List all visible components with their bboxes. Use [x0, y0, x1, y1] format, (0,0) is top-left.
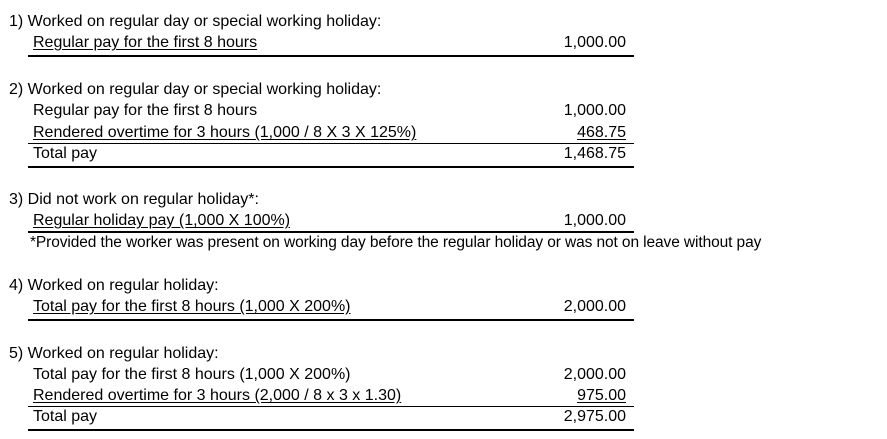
section-5-total-value: 2,975.00 — [563, 408, 626, 425]
section-3-heading: 3) Did not work on regular holiday*: — [9, 191, 259, 208]
section-2-total-label: Total pay — [33, 145, 98, 162]
section-2-rule-top — [28, 143, 634, 144]
section-1-row-1-label: Regular pay for the first 8 hours — [33, 34, 258, 51]
section-5-rule-top — [28, 406, 634, 407]
section-2-heading: 2) Worked on regular day or special working holiday: — [9, 81, 382, 98]
section-5-row-1-label: Total pay for the first 8 hours (1,000 X 200%) — [33, 366, 351, 383]
section-4-rule — [28, 319, 634, 321]
section-3-row-1-label: Regular holiday pay (1,000 X 100%) — [33, 212, 291, 229]
section-2-row-2-value: 468.75 — [577, 124, 626, 141]
section-4-row-1-value: 2,000.00 — [563, 298, 626, 315]
section-4-heading: 4) Worked on regular holiday: — [9, 277, 219, 294]
section-1-rule — [28, 55, 634, 57]
section-2-total-value: 1,468.75 — [563, 145, 626, 162]
section-2-rule-bottom — [28, 166, 634, 168]
section-1-row-1-value: 1,000.00 — [563, 34, 626, 51]
section-5-row-2-value: 975.00 — [577, 387, 626, 404]
section-5-rule-bottom — [28, 429, 634, 431]
section-3-rule — [28, 231, 634, 233]
section-5-heading: 5) Worked on regular holiday: — [9, 345, 219, 362]
section-2-row-1-value: 1,000.00 — [563, 102, 626, 119]
section-1-heading: 1) Worked on regular day or special working holiday: — [9, 13, 382, 30]
section-2-row-2-label: Rendered overtime for 3 hours (1,000 / 8 X 3 X 125%) — [33, 124, 417, 141]
section-5-row-2-label: Rendered overtime for 3 hours (2,000 / 8 x 3 x 1.30) — [33, 387, 402, 404]
section-3-row-1-value: 1,000.00 — [563, 212, 626, 229]
section-5-row-1-value: 2,000.00 — [563, 366, 626, 383]
section-3-note: *Provided the worker was present on working day before the regular holiday or was not on leave without pay — [30, 234, 762, 251]
section-2-row-1-label: Regular pay for the first 8 hours — [33, 102, 258, 119]
section-5-total-label: Total pay — [33, 408, 98, 425]
section-4-row-1-label: Total pay for the first 8 hours (1,000 X 200%) — [33, 298, 351, 315]
